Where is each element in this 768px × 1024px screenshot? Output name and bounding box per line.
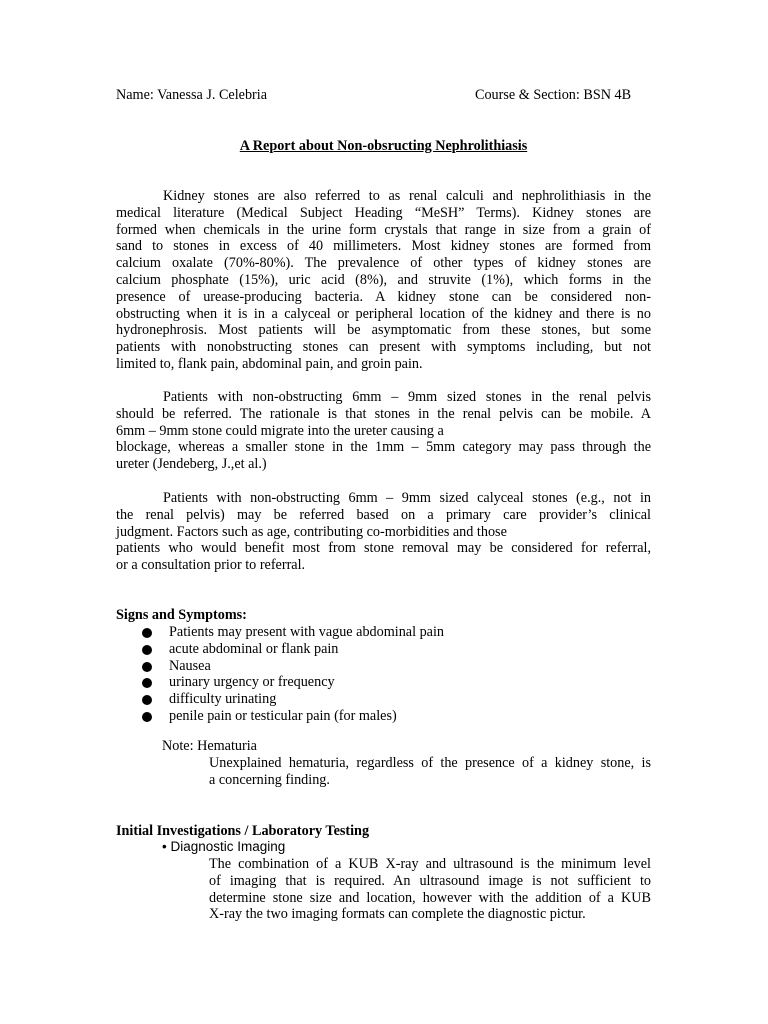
list-item-text: difficulty urinating: [169, 691, 277, 708]
symptom-list: [116, 624, 444, 725]
diagnostic-imaging-label: • Diagnostic Imaging: [162, 839, 286, 854]
paragraph-line: blockage, whereas a smaller stone in the 1mm – 5mm category may pass through the: [116, 439, 651, 456]
paragraph-1: [116, 188, 651, 373]
paragraph-line: sand to stones in excess of 40 millimeters. Most kidney stones are formed from: [116, 238, 651, 255]
investigations-heading: Initial Investigations / Laboratory Testing: [116, 823, 370, 839]
paragraph-line: Kidney stones are also referred to as renal calculi and nephrolithiasis in the: [163, 188, 651, 204]
paragraph-line: patients who would benefit most from stone removal may be considered for referral,: [116, 540, 651, 557]
paragraph-line: judgment. Factors such as age, contributing co-morbidities and those: [116, 523, 507, 540]
paragraph-2: [116, 389, 651, 473]
list-item-text: acute abdominal or flank pain: [169, 640, 339, 657]
diagnostic-line: determine stone size and location, however with the addition of a KUB: [209, 889, 651, 906]
paragraph-line: presence of urease-producing bacteria. A kidney stone can be considered non-: [116, 288, 651, 305]
note-line: a concerning finding.: [209, 771, 330, 788]
list-item: [116, 674, 444, 691]
paragraph-line: formed when chemicals in the urine form crystals that range in size from a grain of: [116, 221, 651, 238]
note-body: [209, 755, 651, 789]
student-name: Name: Vanessa J. Celebria: [116, 87, 268, 103]
diagnostic-line: X-ray the two imaging formats can complete the diagnostic pictur.: [209, 906, 586, 923]
paragraph-line: patients with nonobstructing stones can present with symptoms including, but not: [116, 339, 651, 356]
bullet-icon: [142, 662, 152, 672]
bullet-icon: [142, 712, 152, 722]
bullet-icon: [142, 695, 152, 705]
bullet-icon: [142, 628, 152, 638]
list-item-text: Patients may present with vague abdominal pain: [169, 624, 445, 640]
paragraph-line: Patients with non-obstructing 6mm – 9mm sized stones in the renal pelvis: [163, 389, 651, 405]
paragraph-line: the renal pelvis) may be referred based on a primary care provider’s clinical: [116, 506, 651, 523]
list-item-text: Nausea: [169, 657, 211, 674]
bullet-icon: [142, 678, 152, 688]
paragraph-3: [116, 490, 651, 574]
note-line: Unexplained hematuria, regardless of the presence of a kidney stone, is: [209, 755, 651, 771]
list-item: [116, 641, 444, 658]
paragraph-line: or a consultation prior to referral.: [116, 557, 306, 574]
paragraph-line: hydronephrosis. Most patients will be asymptomatic from these stones, but some: [116, 322, 651, 339]
paragraph-line: calcium oxalate (70%-80%). The prevalence of other types of kidney stones are: [116, 255, 651, 272]
report-title: A Report about Non-obsructing Nephrolithiasis: [239, 138, 528, 154]
diagnostic-imaging-body: [209, 856, 651, 923]
paragraph-line: calcium phosphate (15%), uric acid (8%), and struvite (1%), which forms in the: [116, 271, 651, 288]
paragraph-line: Patients with non-obstructing 6mm – 9mm sized calyceal stones (e.g., not in: [163, 490, 651, 506]
paragraph-line: obstructing when it is in a calyceal or peripheral location of the kidney and there is no: [116, 305, 651, 322]
diagnostic-line: of imaging that is required. An ultrasound image is not sufficient to: [209, 872, 651, 889]
header-row: [116, 87, 651, 105]
paragraph-line: limited to, flank pain, abdominal pain, and groin pain.: [116, 355, 423, 372]
course-section: Course & Section: BSN 4B: [475, 87, 632, 103]
list-item: [116, 658, 444, 675]
diagnostic-line: The combination of a KUB X-ray and ultrasound is the minimum level: [209, 856, 651, 872]
paragraph-line: 6mm – 9mm stone could migrate into the ureter causing a: [116, 422, 444, 439]
note-label: Note: Hematuria: [162, 738, 257, 754]
paragraph-line: should be referred. The rationale is that stones in the renal pelvis can be mobile. A: [116, 405, 651, 422]
signs-heading: Signs and Symptoms:: [116, 607, 247, 623]
list-item-text: penile pain or testicular pain (for males): [169, 707, 397, 724]
paragraph-line: medical literature (Medical Subject Heading “MeSH” Terms). Kidney stones are: [116, 204, 651, 221]
list-item: [116, 691, 444, 708]
bullet-icon: [142, 645, 152, 655]
list-item-text: urinary urgency or frequency: [169, 674, 335, 691]
paragraph-line: ureter (Jendeberg, J.,et al.): [116, 456, 267, 473]
list-item: [116, 708, 444, 725]
list-item: [116, 624, 444, 641]
